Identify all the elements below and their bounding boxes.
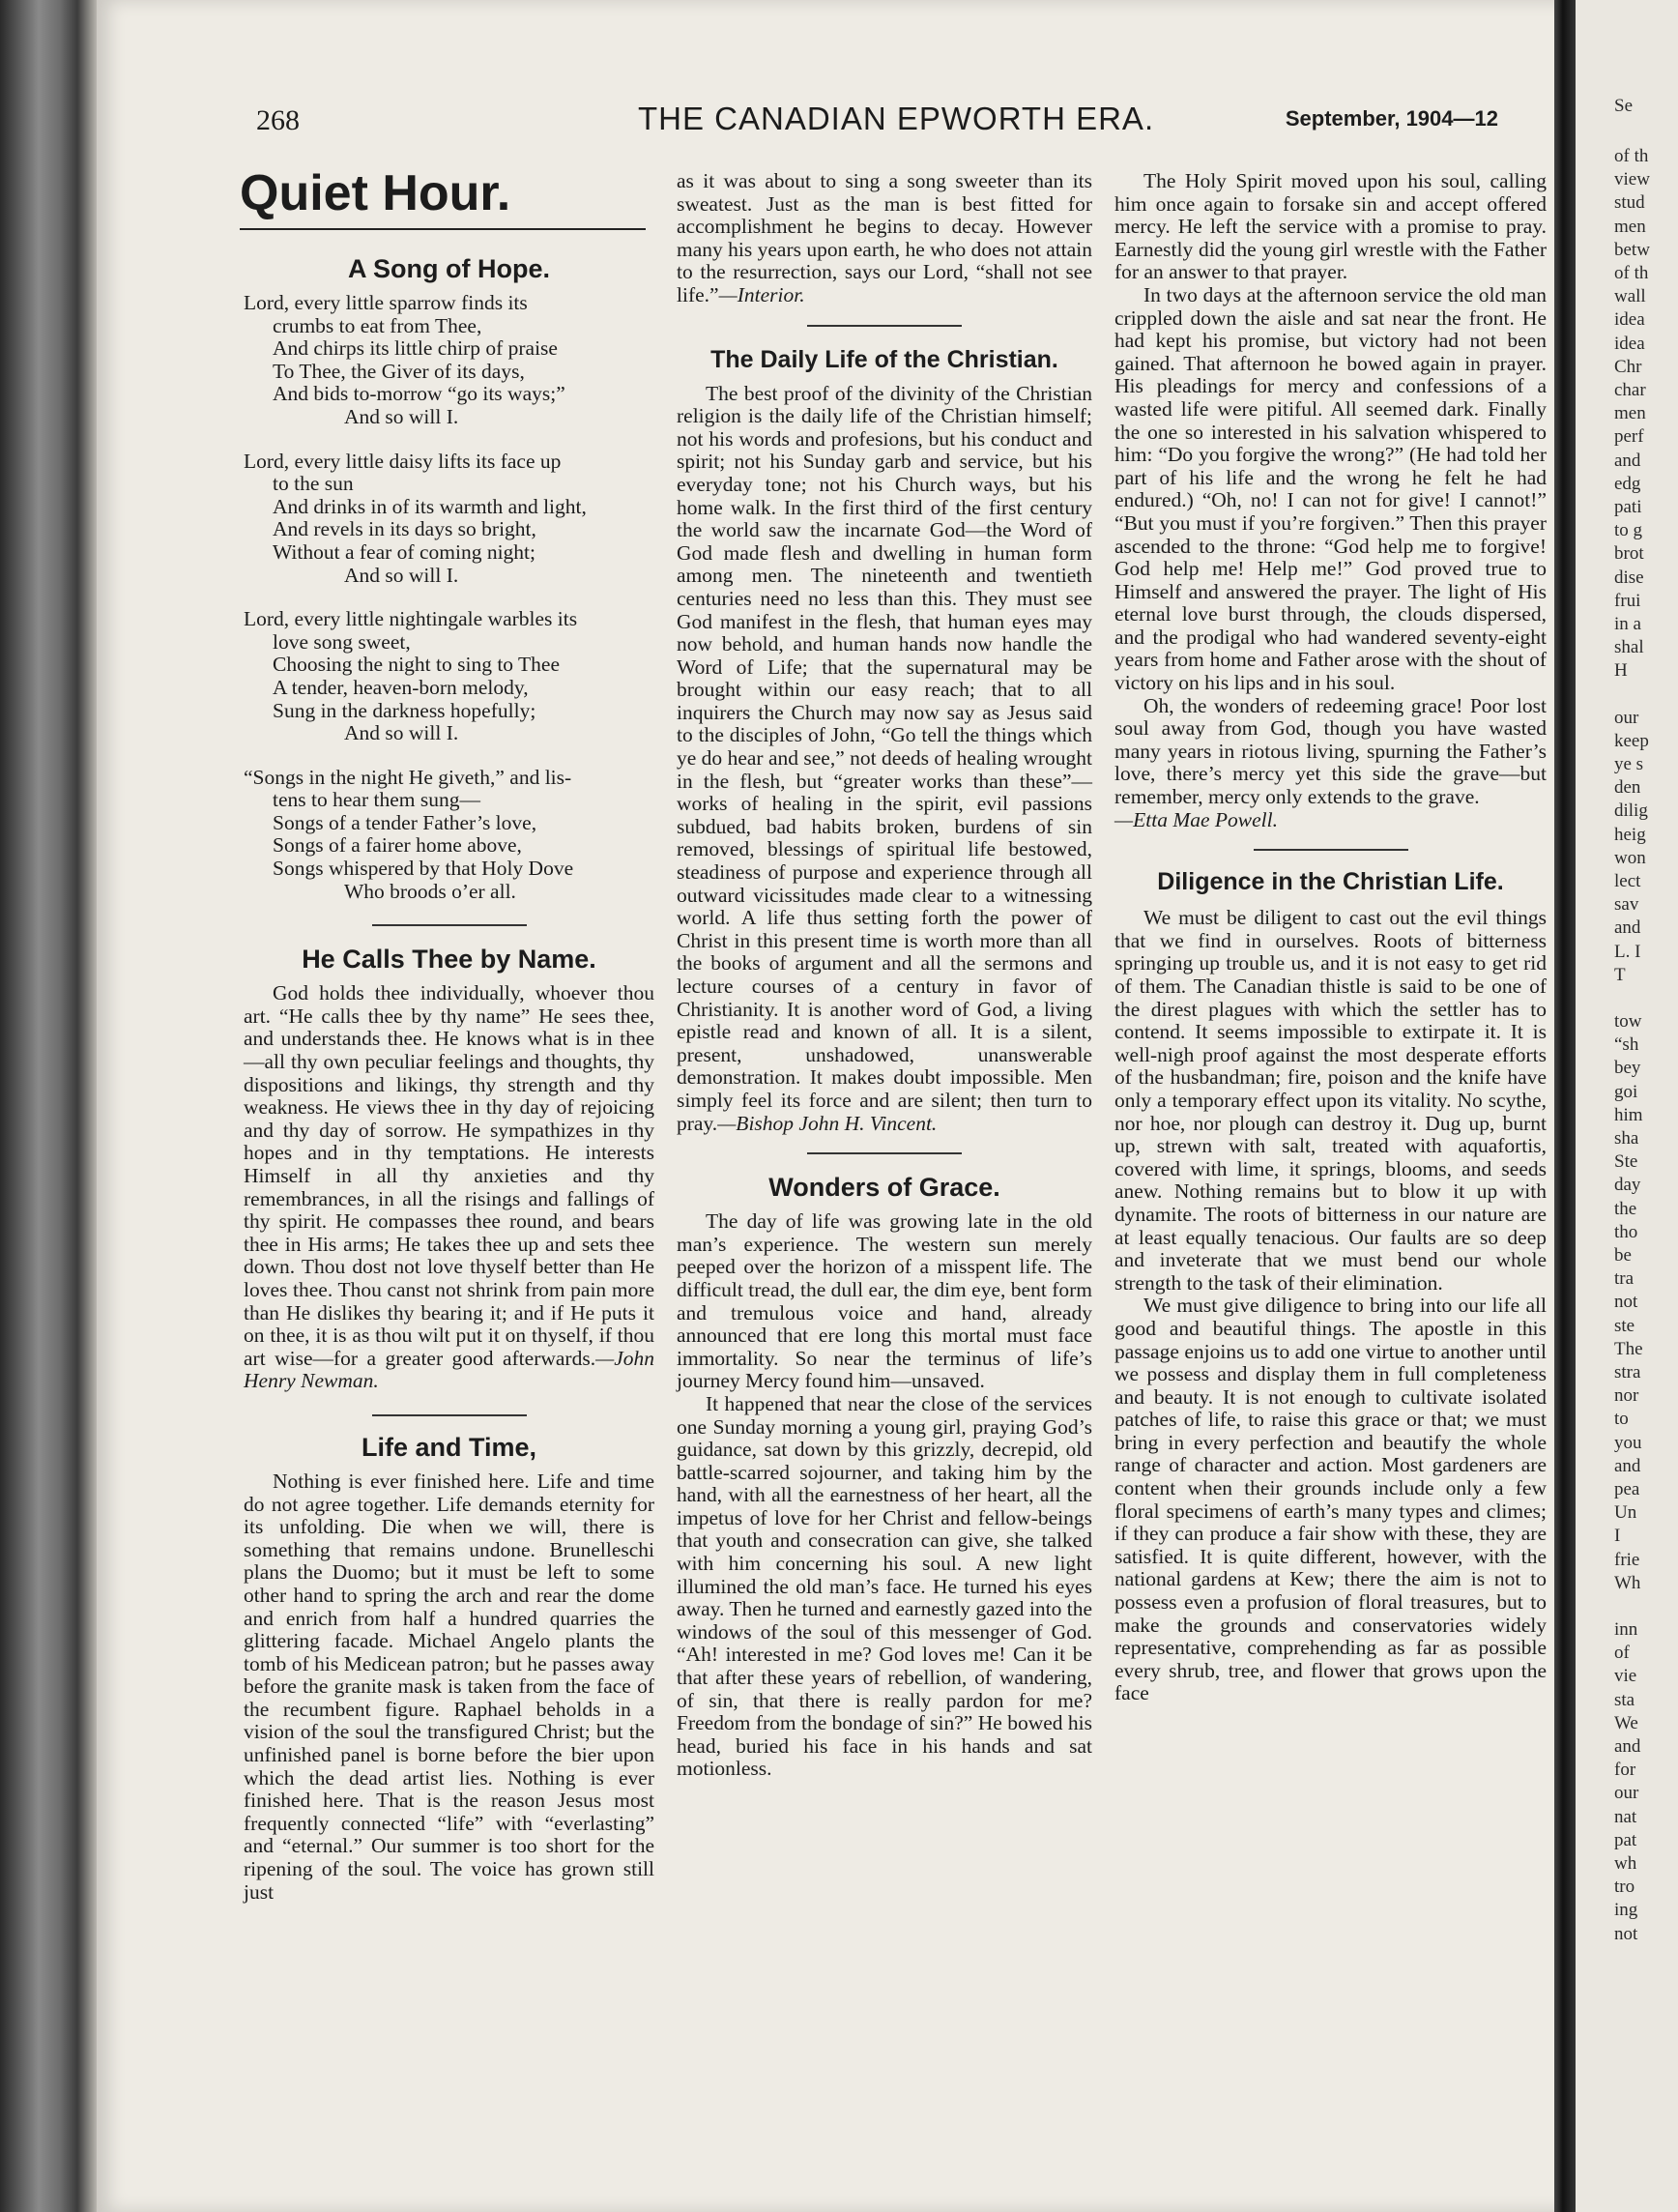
poem-line: And drinks in of its warmth and light, xyxy=(273,494,587,518)
adjacent-page-fragment: day xyxy=(1614,1175,1641,1196)
poem-line: And so will I. xyxy=(344,404,459,428)
adjacent-page-fragment: of th xyxy=(1614,263,1649,283)
adjacent-page-fragment: frie xyxy=(1614,1549,1640,1570)
poem-line: tens to hear them sung— xyxy=(273,788,480,812)
poem-line: crumbs to eat from Thee, xyxy=(273,313,482,337)
daily-life-title: The Daily Life of the Christian. xyxy=(710,345,1058,373)
adjacent-page-fragment: men xyxy=(1614,216,1646,237)
adjacent-page-fragment: ing xyxy=(1614,1900,1638,1921)
diligence-paragraph: We must give diligence to bring into our life all good and beautiful things. The apostle in this passage enjoins us to add one virtue to another until we possess and display them in full completeness and beauty. It is not enough to cultivate isolated patches of life, to raise this grace or that; we must bring in every perfection and beautify the whole range of character and action. Most gardeners are content when their grounds include only a few floral specimens of earth’s many types and climes; if they can produce a fair show with these, they are satisfied. It is quite different, however, with the national gardens at Kew; there the aim is not to possess even a profusion of floral treasures, but to make the grounds and conservatories widely representative, comprehending as far as possible every shrub, tree, and flower that grows upon the face xyxy=(1114,1294,1547,1705)
adjacent-page-fragment: you xyxy=(1614,1432,1642,1453)
adjacent-page-fragment: stra xyxy=(1614,1362,1641,1382)
calls-thee-body xyxy=(244,982,654,1393)
adjacent-page-fragment: and xyxy=(1614,1455,1641,1476)
poem-line: Who broods o’er all. xyxy=(344,879,516,903)
adjacent-page-fragment: I xyxy=(1614,1526,1621,1547)
diligence-paragraph: We must be diligent to cast out the evil things that we find in ourselves. Roots of bitterness springing up trouble us, and it is not easy to get rid of them. The Canadian thistle is said to be one of the direst plagues with which the settler has to contend. It seems impossible to extirpate it. It is well-nigh proof against the most desperate efforts of the husbandman; fire, poison and the knife have only a temporary effect upon its vitality. No scythe, nor hoe, nor plough can destroy it. Dug up, burnt up, strewn with salt, treated with aquafortis, covered with lime, it springs, blooms, and seeds anew. Nothing remains but to blow it up with dynamite. The roots of bitterness in our nature are at least equally tenacious. Our faults are so deep and inveterate that we must bend our whole strength to the task of their elimination. xyxy=(1114,906,1547,1295)
adjacent-page-fragment: frui xyxy=(1614,590,1641,611)
adjacent-page-fragment: inn xyxy=(1614,1619,1638,1640)
adjacent-page-fragment: men xyxy=(1614,403,1646,424)
wonders-paragraph: It happened that near the close of the services one Sunday morning a young girl, praying God’s guidance, sat down by this grizzly, decrepid, old battle-scarred sojourner, and taking him by the hand, with all the earnestness of her heart, all the impetus of love for her Christ and fellow-beings that youth and consecration can give, she talked with him concerning his soul. A new light illumined the old man’s face. He turned his eyes away. Then he turned and earnestly gazed into the windows of the soul of this messenger of God. “Ah! interested in me? God loves me! Can it be that after these years of rebellion, of wandering, of sin, that there is really pardon for me? Freedom from the bondage of sin?” He bowed his head, buried his face in his hands and sat motionless. xyxy=(677,1391,1092,1781)
adjacent-page-fragment: view xyxy=(1614,169,1650,190)
adjacent-page-fragment: perf xyxy=(1614,426,1644,448)
adjacent-page-fragment: sha xyxy=(1614,1128,1639,1149)
adjacent-page-fragment: Chr xyxy=(1614,356,1642,377)
adjacent-page-fragment: sta xyxy=(1614,1689,1635,1710)
poem-line: Lord, every little nightingale warbles its xyxy=(244,607,578,631)
wonders-signature: —Etta Mae Powell. xyxy=(1114,807,1278,831)
poem-line: And bids to-morrow “go its ways;” xyxy=(273,382,565,406)
adjacent-page-fragment: Ste xyxy=(1614,1151,1638,1173)
wonders-title: Wonders of Grace. xyxy=(768,1173,1000,1203)
adjacent-page-fragment: in a xyxy=(1614,614,1641,634)
adjacent-page-fragment: wall xyxy=(1614,286,1646,307)
adjacent-page-fragment: and xyxy=(1614,917,1641,939)
adjacent-page-fragment: nor xyxy=(1614,1385,1639,1407)
stanza xyxy=(244,608,654,745)
column-3 xyxy=(1114,170,1547,1705)
adjacent-page-fragment: won xyxy=(1614,847,1646,868)
adjacent-page-fragment: Se xyxy=(1614,96,1633,116)
adjacent-page-fragment: The xyxy=(1614,1338,1643,1359)
adjacent-page-fragment: dilig xyxy=(1614,800,1648,822)
adjacent-page-edge xyxy=(1576,0,1678,2212)
section-title: Quiet Hour. xyxy=(240,164,646,230)
adjacent-page-fragment: lect xyxy=(1614,871,1641,891)
adjacent-page-fragment: of th xyxy=(1614,146,1649,166)
life-and-time-signature: —Interior. xyxy=(718,282,805,306)
life-and-time-continued xyxy=(677,170,1092,307)
adjacent-page-fragment: goi xyxy=(1614,1081,1638,1102)
adjacent-page-fragment: tro xyxy=(1614,1877,1635,1898)
column-2 xyxy=(677,170,1092,1781)
adjacent-page-fragment: betw xyxy=(1614,239,1650,260)
calls-thee-title: He Calls Thee by Name. xyxy=(302,945,596,975)
poem-line: To Thee, the Giver of its days, xyxy=(273,359,525,383)
adjacent-page-fragment: keep xyxy=(1614,730,1649,751)
adjacent-page-fragment: pat xyxy=(1614,1829,1637,1850)
book-binding xyxy=(0,0,97,2212)
wonders-paragraph: Oh, the wonders of redeeming grace! Poor lost soul away from God, though you have wasted many years in riotous living, spurning the Father’s love, there’s mercy yet this side the grave—but remember, mercy only extends to the grave. xyxy=(1114,693,1547,809)
adjacent-page-fragment: be xyxy=(1614,1245,1632,1266)
page-number: 268 xyxy=(256,104,300,136)
poem-line: Choosing the night to sing to Thee xyxy=(273,653,561,677)
adjacent-page-fragment: tow xyxy=(1614,1011,1642,1032)
stanza xyxy=(244,767,654,904)
stanza xyxy=(244,451,654,588)
adjacent-page-fragment: idea xyxy=(1614,333,1645,354)
poem-line: A tender, heaven-born melody, xyxy=(273,675,529,699)
adjacent-page-fragment: H xyxy=(1614,660,1628,682)
column-1 xyxy=(240,164,654,1904)
poem-line: And chirps its little chirp of praise xyxy=(273,336,558,361)
adjacent-page-fragment: ye s xyxy=(1614,754,1644,774)
adjacent-page-fragment: den xyxy=(1614,777,1641,799)
adjacent-page-fragment: bey xyxy=(1614,1058,1641,1079)
poem-line: And so will I. xyxy=(344,721,459,745)
issue-date: September, 1904—12 xyxy=(1285,106,1498,131)
poem-line: And so will I. xyxy=(344,563,459,587)
song-of-hope-title: A Song of Hope. xyxy=(348,254,550,283)
life-and-time-continued-text: as it was about to sing a song sweeter than its sweatest. Just as the man is best fitted for accomplishment he begins to decay. However many his years upon earth, he who does not attain to the resurrection, says our Lord, “shall not see life.” xyxy=(677,169,1092,306)
adjacent-page-fragment: not xyxy=(1614,1923,1638,1944)
adjacent-page-fragment: the xyxy=(1614,1198,1637,1219)
poem-line: “Songs in the night He giveth,” and lis- xyxy=(244,765,572,789)
page-gutter-shadow xyxy=(1554,0,1576,2212)
adjacent-page-fragment: tra xyxy=(1614,1268,1635,1290)
adjacent-page-fragment: shal xyxy=(1614,637,1644,658)
daily-life-signature: —Bishop John H. Vincent. xyxy=(717,1111,938,1135)
adjacent-page-fragment: stud xyxy=(1614,192,1645,214)
adjacent-page-fragment: dise xyxy=(1614,567,1644,588)
adjacent-page-fragment: not xyxy=(1614,1292,1638,1313)
adjacent-page-fragment: brot xyxy=(1614,543,1644,565)
poem-line: Songs of a fairer home above, xyxy=(273,833,522,858)
poem-line: Without a fear of coming night; xyxy=(273,539,535,564)
adjacent-page-fragment: our xyxy=(1614,707,1639,728)
adjacent-page-fragment: and xyxy=(1614,1736,1641,1757)
adjacent-page-fragment: edg xyxy=(1614,473,1641,494)
life-and-time-title: Life and Time, xyxy=(361,1432,537,1462)
adjacent-page-fragment: vie xyxy=(1614,1666,1637,1687)
calls-thee-signature: —John Henry Newman. xyxy=(244,1346,654,1393)
adjacent-page-fragment: and xyxy=(1614,450,1641,471)
poem-line: Lord, every little daisy lifts its face up xyxy=(244,449,562,473)
adjacent-page-fragment: nat xyxy=(1614,1806,1637,1827)
adjacent-page-fragment: heig xyxy=(1614,824,1646,845)
daily-life-body xyxy=(677,383,1092,1136)
poem-line: love song sweet, xyxy=(273,629,411,654)
diligence-title: Diligence in the Christian Life. xyxy=(1157,868,1504,896)
adjacent-page-fragment: pati xyxy=(1614,497,1642,517)
wonders-paragraph: The Holy Spirit moved upon his soul, calling him once again to forsake sin and accept offered mercy. He left the service with a promise to pray. Earnestly did the young girl wrestle with the Father for an answer to that prayer. xyxy=(1114,169,1547,284)
adjacent-page-fragment: wh xyxy=(1614,1853,1637,1874)
adjacent-page-fragment: T xyxy=(1614,964,1626,985)
poem-line: Songs of a tender Father’s love, xyxy=(273,810,537,834)
adjacent-page-fragment: to g xyxy=(1614,520,1643,541)
adjacent-page-fragment: tho xyxy=(1614,1221,1638,1242)
adjacent-page-fragment: idea xyxy=(1614,309,1645,331)
poem-line: And revels in its days so bright, xyxy=(273,517,536,541)
adjacent-page-fragment: sav xyxy=(1614,894,1639,916)
poem-line: Sung in the darkness hopefully; xyxy=(273,698,536,722)
poem-line: Lord, every little sparrow finds its xyxy=(244,291,528,314)
adjacent-page-fragment: Wh xyxy=(1614,1572,1641,1593)
daily-life-text: The best proof of the divinity of the Christian religion is the daily life of the Christian himself; not his words and profesions, but his conduct and spirit; not his Sunday garb and service, but his everyday tone; not his Church ways, but his home walk. In the first third of the first century the world saw the incarnate God—the Word of God made flesh and dwelling in human form among men. The nineteenth and twentieth centuries need no less than this. They must see God manifest in the flesh, that human eyes may now behold, and human hands now handle the Word of Life; that the supernatural may be brought within our easy reach; that to all inquirers the Church may now say as Jesus said to the disciples of John, “Go tell the things which ye do hear and see,” not deeds of healing wrought in the flesh, but “greater works than these”—works of healing in the spirit, evil passions subdued, bad habits broken, burdens of sin removed, blessings of spiritual life bestowed, steadiness of purpose and experience through all outward vicissitudes made clear to a witnessing world. A life thus setting forth the power of Christ in this present time is worth more than all the books of argument and all the sermons and lecture courses of a century in favor of Christianity. It is another word of God, a living epistle read and known of all. It is a silent, present, unshadowed, unanswerable demonstration. It makes doubt impossible. Men simply feel its force and are silent; then turn to pray. xyxy=(677,381,1092,1135)
stanza xyxy=(244,292,654,429)
poem-line: Songs whispered by that Holy Dove xyxy=(273,857,574,881)
adjacent-page-fragment: our xyxy=(1614,1783,1639,1804)
adjacent-page-fragment: him xyxy=(1614,1104,1643,1125)
adjacent-page-fragment: pea xyxy=(1614,1479,1640,1499)
life-and-time-body: Nothing is ever finished here. Life and time do not agree together. Life demands eternity for its unfolding. Die when we will, there is something that remains undone. Brunelleschi plans the Duomo; but it must be left to some other hand to spring the arch and rear the dome and enrich from half a hundred quarries the glittering facade. Michael Angelo plants the tomb of his Medicean patron; but he passes away before the granite mask is taken from the face of the recumbent figure. Raphael beholds in a vision of the soul the transfigured Christ; but the unfinished panel is borne before the bier upon which the dead artist lies. Nothing is ever finished here. That is the reason Jesus most frequently connected “life” with “everlasting” and “eternal.” Our summer is too short for the ripening of the soul. The voice has grown still just xyxy=(244,1469,654,1904)
adjacent-page-fragment: to xyxy=(1614,1409,1629,1430)
poem-line: to the sun xyxy=(273,472,354,496)
adjacent-page-fragment: char xyxy=(1614,380,1646,400)
adjacent-page-fragment: We xyxy=(1614,1712,1638,1733)
adjacent-page-fragment: ste xyxy=(1614,1315,1635,1336)
adjacent-page-fragment: of xyxy=(1614,1643,1630,1664)
wonders-paragraph: In two days at the afternoon service the old man crippled down the aisle and sat near the front. He had kept his promise, but victory had not been gained. That afternoon he bowed again in prayer. His pleadings for mercy and confessions of a wasted life were pitiful. All seemed dark. Finally the one so interested in his salvation whispered to him: “Do you forgive the wrong?” (He had told her part of his life and the wrong he felt he had endured.) “Oh, no! I can not for give! I cannot!” “But you must if you’re forgiven.” Then this prayer ascended to the throne: “God help me to forgive! God help me! Help me!” God proved true to Himself and answered the prayer. The light of His eternal love burst through, the clouds dispersed, and the prodigal who had wandered seventy-eight years from home and Father arose with the shout of victory on his lips and in his soul. xyxy=(1114,282,1547,695)
adjacent-page-fragment: L. I xyxy=(1614,941,1641,962)
running-title: THE CANADIAN EPWORTH ERA. xyxy=(638,101,1155,136)
calls-thee-text: God holds thee individually, whoever thou art. “He calls thee by thy name” He sees thee, and understands thee. He knows what is in thee—all thy own peculiar feelings and thoughts, thy dispositions and likings, thy strength and thy weakness. He views thee in thy day of rejoicing and thy day of sorrow. He sympathizes in thy hopes and in thy temptations. He interests Himself in all thy anxieties and thy remembrances, in all the risings and fallings of thy spirit. He compasses thee round, and bears thee in His arms; He takes thee up and sets thee down. Thou dost not love thyself better than He loves thee. Thou canst not shrink from pain more than He dislikes thy bearing it; and if He puts it on thee, it is as thou wilt put it on thyself, if thou art wise—for a greater good afterwards. xyxy=(244,981,654,1370)
wonders-paragraph: The day of life was growing late in the old man’s experience. The western sun merely peeped over the horizon of a misspent life. The difficult tread, the dull ear, the dim eye, bent form and tremulous voice and hand, already announced that ere long this mortal must face immortality. So near the terminus of life’s journey Mercy found him—unsaved. xyxy=(677,1209,1092,1393)
adjacent-page-fragment: Un xyxy=(1614,1502,1637,1524)
adjacent-page-fragment: “sh xyxy=(1614,1034,1639,1056)
page-header xyxy=(256,101,1498,139)
adjacent-page-fragment: for xyxy=(1614,1760,1636,1781)
song-of-hope-poem xyxy=(244,292,654,903)
